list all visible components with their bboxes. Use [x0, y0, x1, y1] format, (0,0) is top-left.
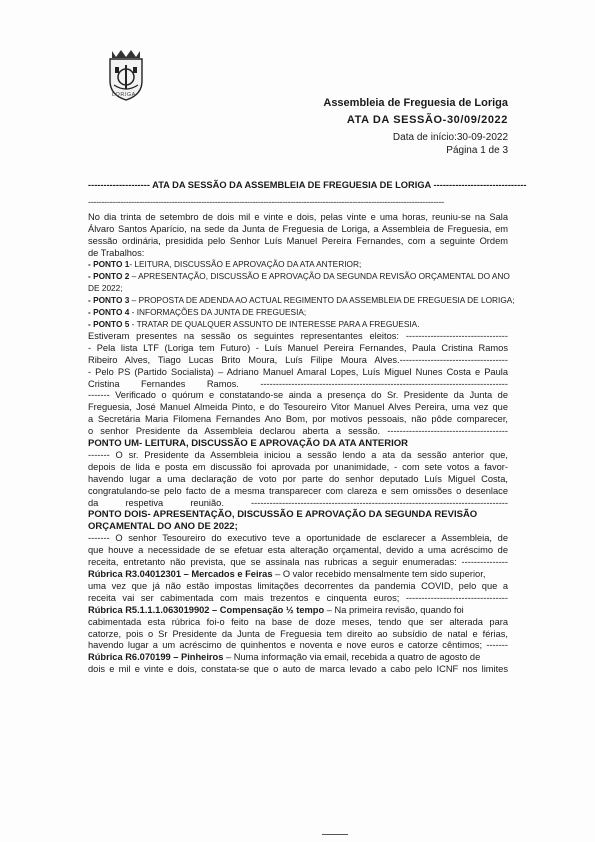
point2-heading: ORÇAMENTAL DO ANO DE 2022; — [88, 521, 238, 533]
rubrica-line: dois e mil e vinte e dois, constata-se que o auto de marca levado a cabo pelo ICNF nos limites — [88, 664, 508, 675]
rubrica-line — [88, 652, 508, 664]
point1-line: da respetiva reunião. ----------------------------------------------------------------------------------- — [88, 497, 508, 508]
rubrica-text: – O valor recebido mensalmente tem sido superior, — [272, 569, 486, 579]
point2-line: ------- O senhor Tesoureiro do executivo teve a oportunidade de esclarecer a Assembleia, de — [88, 533, 508, 544]
agenda-text: - LEITURA, DISCUSSÃO E APROVAÇÃO DA ATA ANTERIOR; — [129, 259, 362, 270]
point1-heading: PONTO UM- LEITURA, DISCUSSÃO E APROVAÇÃO DA ATA ANTERIOR — [88, 438, 409, 450]
intro-line: sessão ordinária, presidida pelo Senhor Luís Manuel Pereira Fernandes, com a seguinte Ordem — [88, 235, 508, 246]
minutes-title — [347, 114, 508, 126]
rubrica-line: havendo lugar a um acréscimo de quinhentos e noventa e nove euros e catorze cêntimos; ------- — [88, 640, 508, 651]
rubrica-code: Rúbrica R5.1.1.1.063019902 – Compensação ½ tempo — [88, 604, 325, 615]
present-line: ------- Verificado o quórum e constatando-se ainda a presença do Sr. Presidente da Junta de — [88, 390, 508, 401]
agenda-item — [88, 307, 508, 319]
present-line: Cristina Fernandes Ramos. -------------------------------------------------------------------------------- — [88, 378, 508, 389]
point1-line: ------- O sr. Presidente da Assembleia iniciou a sessão lendo a ata da sessão anterior que, — [88, 449, 508, 460]
page-number: Página 1 de 3 — [446, 145, 508, 156]
document-title — [88, 180, 527, 192]
rubrica-text: – Na primeira revisão, quando foi — [324, 604, 464, 615]
agenda-item — [88, 283, 508, 295]
point1-line: congratulando-se pelo facto de a mesma transparecer com clareza e sem omissões o desenlace — [88, 485, 508, 496]
agenda-label: - PONTO 4 — [88, 307, 130, 318]
seal-caption: LORIGA — [112, 92, 136, 98]
point1-line: depois de lida e posta em discussão foi aprovada por unanimidade, - com sete votos a favor- — [88, 461, 508, 472]
separator-line: ------------------------------------------------------------------------------------------------------------------------------------ — [88, 196, 444, 207]
title-dashes-right: ------------------------------ — [433, 180, 527, 190]
rubrica-line — [88, 605, 508, 617]
intro-line: de Trabalhos: — [88, 247, 145, 258]
rubrica-code: Rúbrica R6.070199 – Pinheiros — [88, 652, 224, 663]
intro-line: No dia trinta de setembro de dois mil e vinte e dois, pelas vinte e uma horas, reuniu-se na Sala — [88, 211, 508, 222]
point2-line: receita, entretanto não prevista, que se assinala nas rubricas a seguir enumeradas: --------------- — [88, 557, 508, 568]
present-line: o senhor Presidente da Assembleia declarou aberta a sessão. --------------------------------------- — [88, 426, 508, 437]
rubrica-line: uma vez que já não estão impostas limitações decorrentes da pandemia COVID, pelo que a — [88, 580, 508, 591]
intro-line: Álvaro Santos Aparício, na sede da Junta de Freguesia de Loriga, a Assembleia de Freguesia, em — [88, 223, 508, 234]
present-line: - Pelo PS (Partido Socialista) – Adriano Manuel Amaral Lopes, Luís Miguel Nunes Costa e Paula — [88, 366, 508, 377]
agenda-text: – APRESENTAÇÃO, DISCUSSÃO E APROVAÇÃO DA SEGUNDA REVISÃO ORÇAMENTAL DO ANO — [129, 271, 510, 282]
agenda-text: DE 2022; — [88, 283, 123, 294]
agenda-text: - TRATAR DE QUALQUER ASSUNTO DE INTERESSE PARA A FREGUESIA. — [129, 318, 420, 329]
point1-line: havendo lugar a uma declaração de voto por parte do senhor deputado Luís Miguel Costa, — [88, 473, 508, 484]
title-dashes-left: -------------------- — [88, 180, 150, 190]
agenda-item — [88, 295, 515, 307]
document-body — [88, 180, 527, 676]
agenda-item — [88, 259, 508, 271]
organization-name: Assembleia de Freguesia de Loriga — [323, 97, 508, 109]
agenda-label: - PONTO 3 — [88, 295, 130, 306]
agenda-text: – PROPOSTA DE ADENDA AO ACTUAL REGIMENTO DA ASSEMBLEIA DE FREGUESIA DE LORIGA; — [129, 295, 515, 306]
present-line: a Secretária Maria Filomena Fernandes Ano Bom, por motivos pessoais, não pôde comparecer, — [88, 414, 508, 425]
present-line: Estiveram presentes na sessão os seguintes representantes eleitos: --------------------------------- — [88, 330, 508, 341]
rubrica-text: – Numa informação via email, recebida a quatro de agosto de — [223, 652, 481, 663]
present-line: Ribeiro Alves, Tiago Lucas Brito Moura, Luís Filipe Moura Alves.----------------------------------- — [88, 354, 508, 365]
point2-heading: PONTO DOIS- APRESENTAÇÃO, DISCUSSÃO E APROVAÇÃO DA SEGUNDA REVISÃO — [88, 509, 478, 521]
agenda-label: - PONTO 1 — [88, 259, 130, 270]
agenda-item — [88, 271, 508, 283]
rubrica-line: receita vai ser cabimentada com mais trezentos e cinquenta euros; --------------------------------- — [88, 592, 508, 603]
scan-mark — [322, 834, 348, 835]
minutes-label: ATA DA SESSÃO- — [346, 114, 447, 126]
agenda-label: - PONTO 5 — [88, 318, 130, 329]
start-date: Data de início:30-09-2022 — [392, 132, 508, 143]
present-line: Freguesia, José Manuel Almeida Pinto, e do Tesoureiro Vitor Manuel Alves Pereira, uma vez que — [88, 402, 508, 413]
rubrica-line: cabimentada esta rúbrica foi-o feito na base de doze meses, tendo que ser alterada para — [88, 616, 508, 627]
minutes-date: 30/09/2022 — [446, 114, 508, 126]
agenda-item — [88, 319, 508, 331]
present-line: - Pela lista LTF (Loriga tem Futuro) - Luís Manuel Pereira Fernandes, Paula Cristina Ramos — [88, 342, 508, 353]
agenda-text: - INFORMAÇÕES DA JUNTA DE FREGUESIA; — [129, 307, 307, 318]
title-text: ATA DA SESSÃO DA ASSEMBLEIA DE FREGUESIA DE LORIGA — [152, 180, 431, 190]
point2-line: que houve a necessidade de se efetuar esta alteração orçamental, devido a uma acréscimo de — [88, 545, 508, 556]
rubrica-code: Rúbrica R3.04012301 – Mercados e Feiras — [88, 569, 273, 579]
rubrica-line: catorze, pois o Sr Presidente da Junta de Freguesia tem direito ao subsídio de natal e férias, — [88, 628, 508, 639]
agenda-label: - PONTO 2 — [88, 271, 130, 282]
rubrica-line — [88, 569, 508, 581]
